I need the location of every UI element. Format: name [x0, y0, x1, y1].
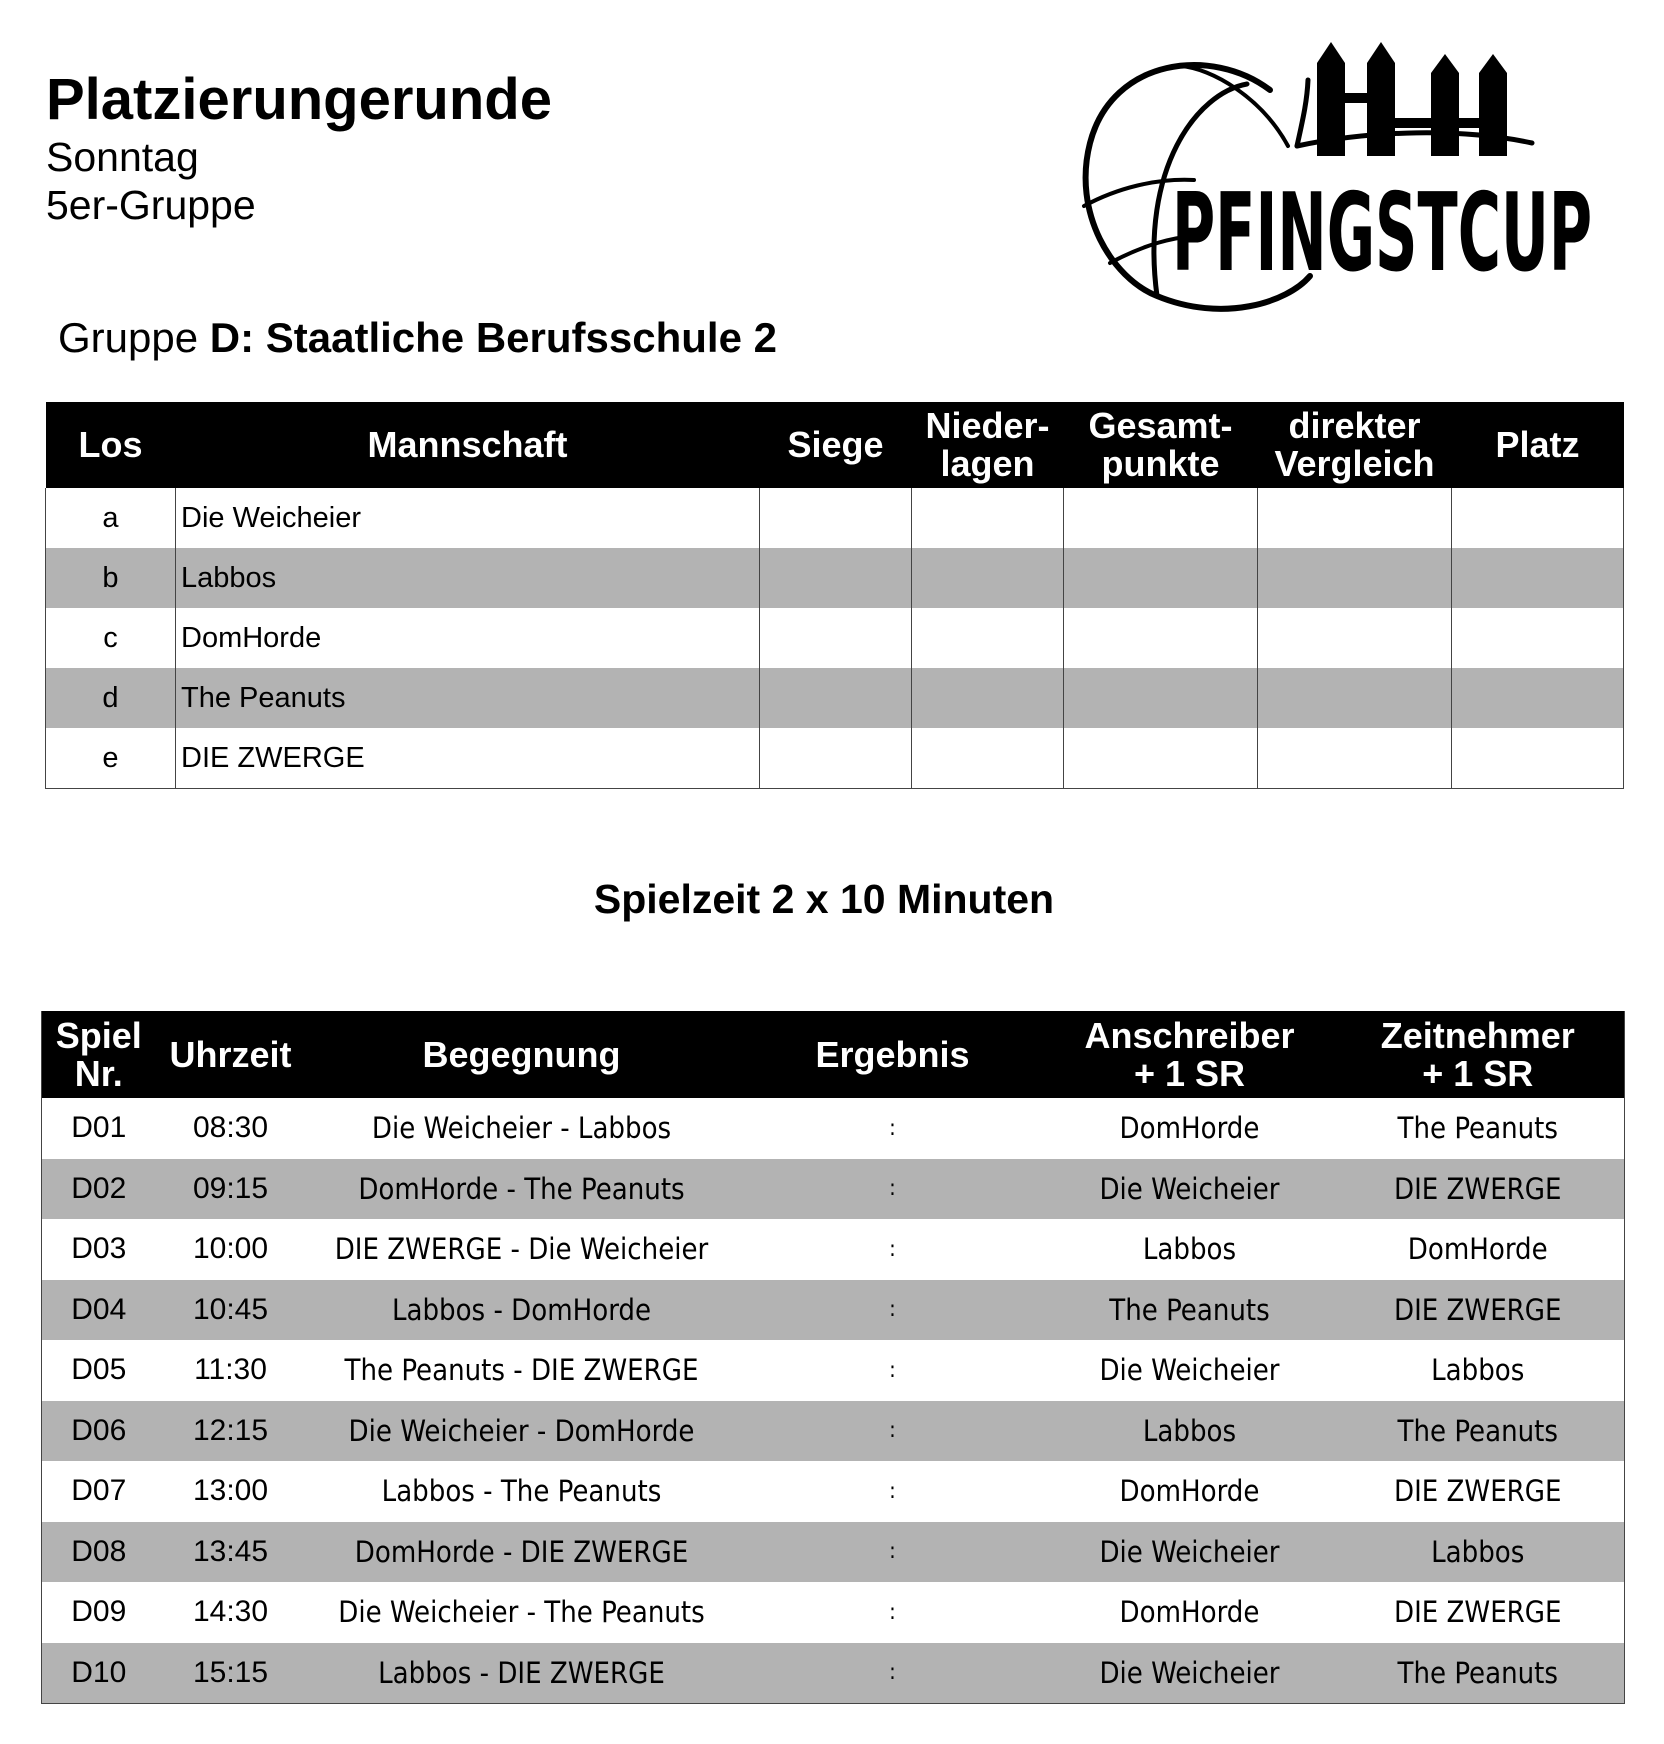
header-losses-line1: Nieder-	[925, 405, 1050, 447]
los-cell: e	[46, 728, 176, 789]
header-scorer	[1048, 1011, 1332, 1098]
standings-header-row	[46, 402, 1624, 488]
logo-text: PFINGSTCUP	[1172, 171, 1592, 296]
header-game-nr	[42, 1011, 156, 1098]
page-title: Platzierungerunde	[46, 67, 552, 132]
match-cell: The Peanuts - DIE ZWERGE	[344, 1353, 699, 1388]
team-cell: DomHorde	[176, 608, 760, 668]
time-cell: 13:00	[192, 1474, 269, 1508]
direct-cell	[1258, 728, 1452, 789]
header-game-nr-line1: Spiel	[55, 1014, 142, 1056]
game-nr-cell: D03	[71, 1232, 127, 1266]
scorer-cell: Die Weicheier	[1048, 1159, 1332, 1220]
table-row	[42, 1461, 1625, 1522]
header-wins: Siege	[760, 402, 912, 488]
group-title	[58, 314, 777, 362]
time-cell: 08:30	[192, 1111, 269, 1145]
match-cell: Die Weicheier - The Peanuts	[338, 1595, 705, 1630]
direct-cell	[1258, 488, 1452, 548]
table-row	[42, 1582, 1625, 1643]
team-cell: DIE ZWERGE	[176, 728, 760, 789]
standings-table	[45, 402, 1624, 789]
place-cell	[1452, 668, 1624, 728]
timer-cell: DomHorde	[1407, 1232, 1548, 1267]
result-cell: :	[889, 1115, 896, 1141]
match-cell: DomHorde - DIE ZWERGE	[306, 1522, 738, 1583]
scorer-cell: Labbos	[1142, 1232, 1237, 1267]
los-cell: a	[46, 488, 176, 548]
wins-cell	[760, 668, 912, 728]
points-cell	[1064, 668, 1258, 728]
table-row	[42, 1280, 1625, 1341]
spielzeit-heading: Spielzeit 2 x 10 Minuten	[593, 876, 1055, 922]
result-cell: :	[738, 1643, 1048, 1704]
header-match: Begegnung	[306, 1011, 738, 1098]
wins-cell	[760, 488, 912, 548]
timer-cell: DIE ZWERGE	[1393, 1595, 1562, 1630]
scorer-cell: Die Weicheier	[1099, 1353, 1280, 1388]
points-cell	[1064, 488, 1258, 548]
timer-cell: Labbos	[1332, 1522, 1625, 1583]
time-cell: 10:45	[156, 1280, 306, 1341]
table-row	[46, 488, 1624, 548]
result-cell: :	[889, 1357, 896, 1383]
time-cell: 13:45	[156, 1522, 306, 1583]
match-cell: Labbos - DomHorde	[306, 1280, 738, 1341]
header-points-line2: punkte	[1101, 443, 1220, 484]
game-nr-cell: D09	[71, 1595, 127, 1629]
game-nr-cell: D10	[42, 1643, 156, 1704]
header-team: Mannschaft	[176, 402, 760, 488]
timer-cell: The Peanuts	[1332, 1401, 1625, 1462]
team-cell: Labbos	[176, 548, 760, 608]
table-row	[46, 668, 1624, 728]
table-row	[42, 1159, 1625, 1220]
header-timer	[1332, 1011, 1625, 1098]
table-row	[42, 1401, 1625, 1462]
losses-cell	[912, 488, 1064, 548]
time-cell: 12:15	[156, 1401, 306, 1462]
header-timer-line2: + 1 SR	[1422, 1052, 1534, 1094]
result-cell: :	[738, 1280, 1048, 1341]
schedule-header-row	[42, 1011, 1625, 1098]
result-cell: :	[738, 1401, 1048, 1462]
header-direct-line1: direkter	[1288, 405, 1421, 447]
header-scorer-line1: Anschreiber	[1084, 1014, 1295, 1056]
table-row	[42, 1522, 1625, 1583]
header-direct	[1258, 402, 1452, 488]
team-cell: The Peanuts	[176, 668, 760, 728]
losses-cell	[912, 608, 1064, 668]
game-nr-cell: D07	[71, 1474, 127, 1508]
header-game-nr-line2: Nr.	[74, 1052, 123, 1094]
place-cell	[1452, 608, 1624, 668]
los-cell: c	[46, 608, 176, 668]
table-row	[46, 608, 1624, 668]
scorer-cell: Labbos	[1048, 1401, 1332, 1462]
game-nr-cell: D02	[42, 1159, 156, 1220]
header-place: Platz	[1452, 402, 1624, 488]
match-cell: Die Weicheier - DomHorde	[306, 1401, 738, 1462]
pfingstcup-logo	[1062, 38, 1622, 338]
table-row	[46, 728, 1624, 789]
header-direct-line2: Vergleich	[1274, 443, 1435, 484]
match-cell: DIE ZWERGE - Die Weicheier	[334, 1232, 709, 1267]
wins-cell	[760, 728, 912, 789]
losses-cell	[912, 668, 1064, 728]
group-name: D: Staatliche Berufsschule 2	[209, 314, 777, 361]
header-los: Los	[46, 402, 176, 488]
header-scorer-line2: + 1 SR	[1133, 1052, 1246, 1094]
header-result: Ergebnis	[738, 1011, 1048, 1098]
los-cell: b	[46, 548, 176, 608]
result-cell: :	[889, 1478, 896, 1504]
points-cell	[1064, 728, 1258, 789]
place-cell	[1452, 488, 1624, 548]
header-losses-line2: lagen	[940, 443, 1035, 484]
timer-cell: DIE ZWERGE	[1332, 1280, 1625, 1341]
timer-cell: DIE ZWERGE	[1393, 1474, 1562, 1509]
scorer-cell: DomHorde	[1119, 1595, 1260, 1630]
time-cell: 09:15	[156, 1159, 306, 1220]
table-row	[42, 1219, 1625, 1280]
scorer-cell: The Peanuts	[1048, 1280, 1332, 1341]
game-nr-cell: D04	[42, 1280, 156, 1341]
result-cell: :	[738, 1159, 1048, 1220]
team-cell: Die Weicheier	[176, 488, 760, 548]
game-nr-cell: D05	[71, 1353, 127, 1387]
wins-cell	[760, 548, 912, 608]
day-label: Sonntag	[46, 134, 199, 180]
direct-cell	[1258, 668, 1452, 728]
result-cell: :	[889, 1599, 896, 1625]
place-cell	[1452, 728, 1624, 789]
table-row	[42, 1643, 1625, 1704]
timer-cell: The Peanuts	[1332, 1643, 1625, 1704]
group-prefix: Gruppe	[58, 314, 210, 361]
losses-cell	[912, 548, 1064, 608]
timer-cell: Labbos	[1431, 1353, 1525, 1388]
scorer-cell: DomHorde	[1119, 1111, 1260, 1146]
result-cell: :	[738, 1522, 1048, 1583]
scorer-cell: DomHorde	[1119, 1474, 1260, 1509]
header-points	[1064, 402, 1258, 488]
game-nr-cell: D01	[71, 1111, 127, 1145]
los-cell: d	[46, 668, 176, 728]
header-points-line1: Gesamt-	[1088, 405, 1233, 447]
table-row	[46, 548, 1624, 608]
direct-cell	[1258, 608, 1452, 668]
table-row	[42, 1098, 1625, 1159]
timer-cell: DIE ZWERGE	[1332, 1159, 1625, 1220]
direct-cell	[1258, 548, 1452, 608]
place-cell	[1452, 548, 1624, 608]
points-cell	[1064, 608, 1258, 668]
header-timer-line1: Zeitnehmer	[1380, 1014, 1575, 1056]
group-type-label: 5er-Gruppe	[46, 182, 256, 228]
schedule-table	[41, 1011, 1625, 1704]
match-cell: Labbos - DIE ZWERGE	[306, 1643, 738, 1704]
scorer-cell: Die Weicheier	[1048, 1643, 1332, 1704]
timer-cell: The Peanuts	[1397, 1111, 1558, 1146]
match-cell: DomHorde - The Peanuts	[306, 1159, 738, 1220]
result-cell: :	[889, 1236, 896, 1262]
header-losses	[912, 402, 1064, 488]
game-nr-cell: D08	[42, 1522, 156, 1583]
match-cell: Labbos - The Peanuts	[381, 1474, 662, 1509]
game-nr-cell: D06	[42, 1401, 156, 1462]
scorer-cell: Die Weicheier	[1048, 1522, 1332, 1583]
points-cell	[1064, 548, 1258, 608]
time-cell: 11:30	[194, 1353, 267, 1387]
header-time: Uhrzeit	[156, 1011, 306, 1098]
time-cell: 10:00	[192, 1232, 269, 1266]
match-cell: Die Weicheier - Labbos	[371, 1111, 672, 1146]
table-row	[42, 1340, 1625, 1401]
losses-cell	[912, 728, 1064, 789]
wins-cell	[760, 608, 912, 668]
time-cell: 15:15	[156, 1643, 306, 1704]
time-cell: 14:30	[192, 1595, 269, 1629]
